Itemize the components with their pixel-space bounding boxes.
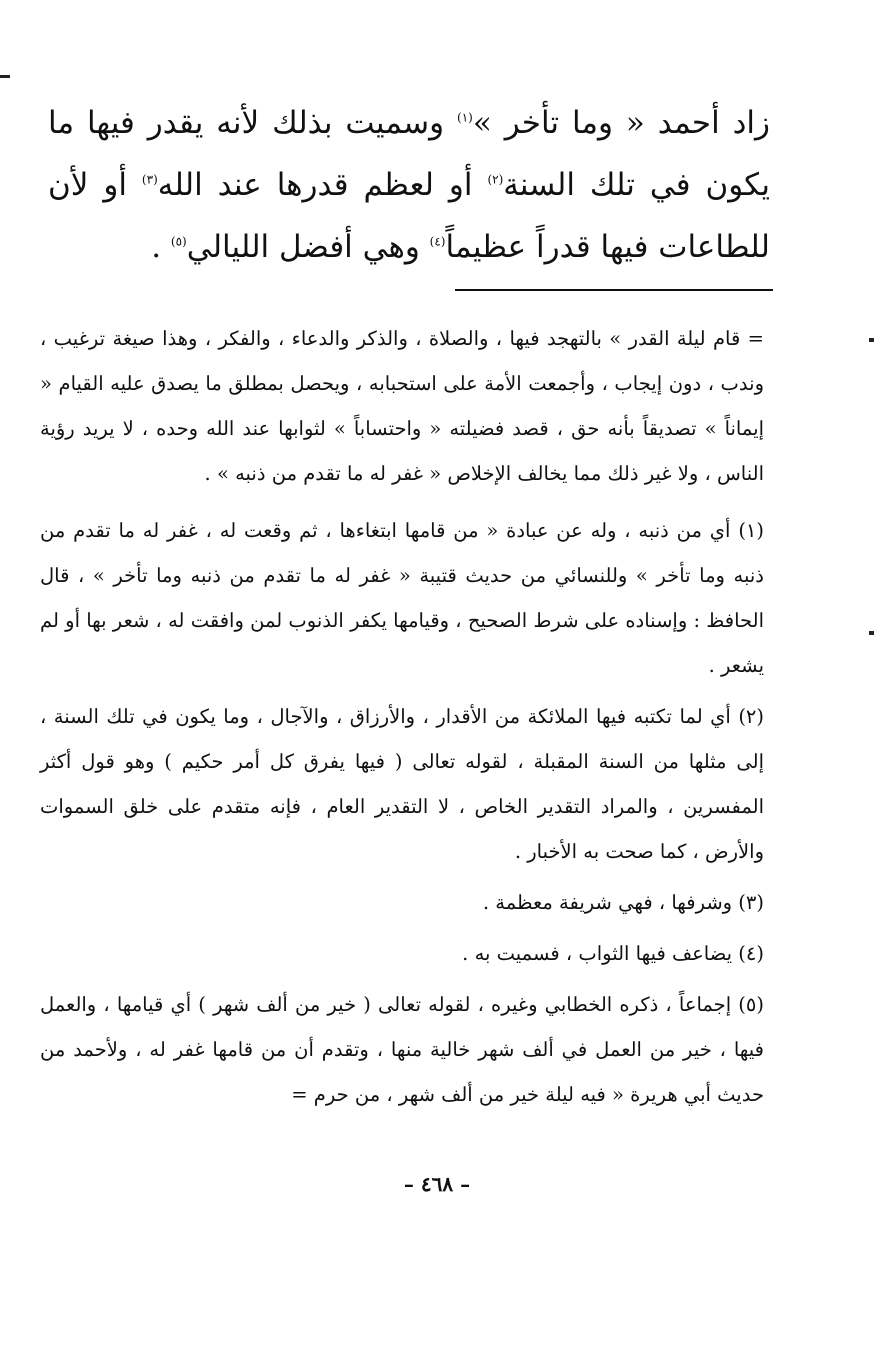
footnote-ref: (٣) bbox=[141, 172, 158, 187]
footnote-number: (٤) bbox=[738, 942, 764, 965]
footnote-separator bbox=[455, 289, 773, 291]
scan-edge-mark bbox=[869, 338, 874, 342]
main-text-segment: أو لعظم قدرها عند الله bbox=[157, 167, 488, 203]
footnote-ref: (٤) bbox=[429, 234, 446, 249]
main-text-segment: وسميت بذلك لأنه يقدر فيها bbox=[86, 105, 457, 141]
scan-edge-mark bbox=[0, 75, 10, 78]
footnote-4 bbox=[40, 931, 764, 976]
footnote-number: (١) bbox=[738, 519, 765, 542]
footnote-text: أي لما تكتبه فيها الملائكة من الأقدار ، والأرزاق ، والآجال ، وما يكون في تلك السنة ، إلى مثلها من السنة المقبلة ، لقوله تعالى ( فيها يفرق كل أمر حكيم ) وهو قول أكثر المفسرين ، والمراد التقدير الخاص ، لا التقدير العام ، فإنه متقدم على خلق السموات والأرض ، كما صحت به الأخبار . bbox=[40, 705, 764, 863]
page-number: – ٤٦٨ – bbox=[403, 1172, 471, 1196]
footnote-3 bbox=[40, 880, 764, 925]
footnote-continuation: = قام ليلة القدر » بالتهجد فيها ، والصلاة ، والذكر والدعاء ، والفكر ، وهذا صيغة ترغيب ، وندب ، دون إيجاب ، وأجمعت الأمة على استحبابه ، ويحصل بمطلق ما يصدق عليه القيام « إيماناً » تصديقاً بأنه حق ، قصد فضيلته « واحتساباً » لثوابها عند الله وحده ، لا يريد رؤية الناس ، ولا غير ذلك مما يخالف الإخلاص « غفر له ما تقدم من ذنبه » . bbox=[40, 327, 764, 485]
main-text-segment: ما يكون في تلك السنة bbox=[48, 105, 770, 203]
footnote-ref: (٥) bbox=[170, 234, 187, 249]
footnote-ref: (٢) bbox=[487, 172, 504, 187]
main-text-segment: وهي أفضل الليالي bbox=[186, 229, 430, 265]
scan-edge-mark bbox=[869, 631, 874, 635]
footnote-5 bbox=[40, 982, 764, 1117]
footnote-text: وشرفها ، فهي شريفة معظمة . bbox=[482, 891, 733, 914]
footnote-2 bbox=[40, 694, 764, 874]
main-paragraph bbox=[48, 92, 770, 278]
main-text-segment: . bbox=[151, 229, 171, 265]
main-text-segment: زاد أحمد « وما تأخر » bbox=[472, 105, 770, 141]
footnote-text: إجماعاً ، ذكره الخطابي وغيره ، لقوله تعالى ( خير من ألف شهر ) أي قيامها ، والعمل فيها ، خير من العمل في ألف شهر خالية منها ، وتقدم أن من قامها غفر له ، ولأحمد من حديث أبي هريرة « فيه ليلة خير من ألف شهر ، من حرم = bbox=[40, 993, 764, 1106]
footnote-text: أي من ذنبه ، وله عن عبادة « من قامها ابتغاءها ، ثم وقعت له ، غفر له ما تقدم من ذنبه وما تأخر » وللنسائي من حديث قتيبة « غفر له ما تقدم من ذنبه وما تأخر » ، قال الحافظ : وإسناده على شرط الصحيح ، وقيامها يكفر الذنوب لمن وافقت له ، شعر بها أو لم يشعر . bbox=[40, 519, 764, 677]
footnote-number: (٥) bbox=[738, 993, 764, 1016]
footnote-ref: (١) bbox=[457, 110, 473, 125]
footnotes bbox=[40, 316, 764, 1123]
footnote-1 bbox=[40, 508, 764, 688]
footnote-number: (٣) bbox=[738, 891, 764, 914]
footnote-text: يضاعف فيها الثواب ، فسميت به . bbox=[462, 942, 733, 965]
main-text-segment: للطاعات فيها قدراً عظيماً bbox=[445, 229, 770, 265]
footnote-number: (٢) bbox=[738, 705, 765, 728]
main-text-segment: أو لأن bbox=[48, 167, 142, 203]
